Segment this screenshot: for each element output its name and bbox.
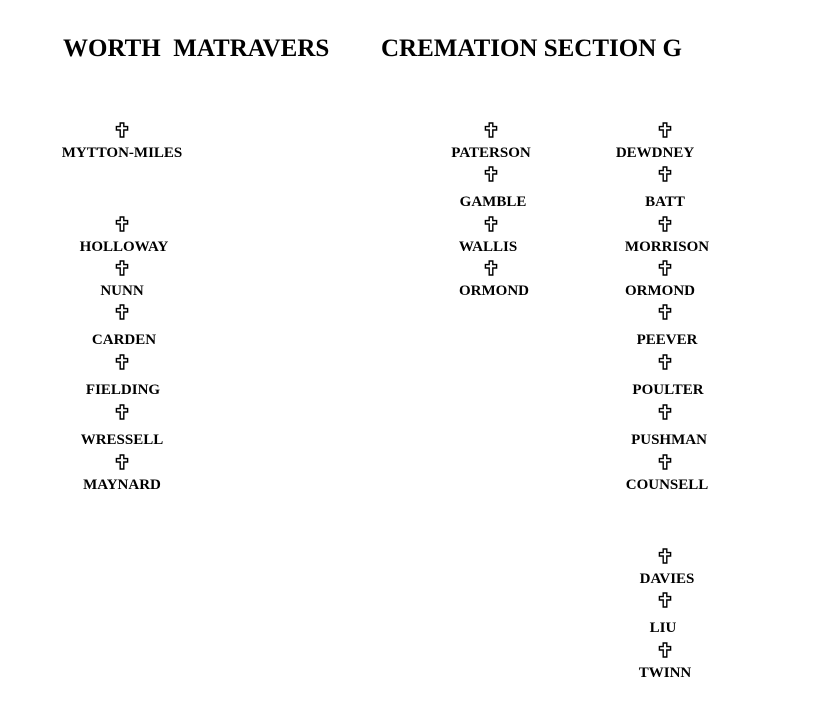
cross-icon: [657, 354, 673, 370]
cross-icon: [483, 122, 499, 138]
plot-name: PATERSON: [451, 145, 531, 161]
page-title-place: WORTH MATRAVERS: [63, 35, 330, 62]
cross-icon: [114, 216, 130, 232]
cross-icon: [657, 404, 673, 420]
plot-name: WRESSELL: [80, 432, 164, 448]
plot-name: COUNSELL: [625, 477, 709, 493]
cross-icon: [657, 642, 673, 658]
plot-name: PUSHMAN: [631, 432, 707, 448]
plot-name: DEWDNEY: [615, 145, 695, 161]
plot-name: FIELDING: [85, 382, 161, 398]
plot-name: DAVIES: [639, 571, 695, 587]
plot-name: PEEVER: [636, 332, 698, 348]
cross-icon: [657, 592, 673, 608]
cross-icon: [657, 122, 673, 138]
plot-name: GAMBLE: [459, 194, 527, 210]
plot-name: HOLLOWAY: [79, 239, 169, 255]
cross-icon: [114, 354, 130, 370]
cross-icon: [114, 454, 130, 470]
cross-icon: [114, 260, 130, 276]
cross-icon: [114, 304, 130, 320]
plot-name: TWINN: [638, 665, 692, 681]
plot-name: WALLIS: [458, 239, 518, 255]
plot-name: ORMOND: [625, 283, 695, 299]
cross-icon: [657, 548, 673, 564]
plot-name: MYTTON-MILES: [61, 145, 183, 161]
cross-icon: [114, 404, 130, 420]
cross-icon: [657, 304, 673, 320]
cross-icon: [114, 122, 130, 138]
plot-name: BATT: [645, 194, 685, 210]
plot-name: POULTER: [632, 382, 704, 398]
plot-name: MAYNARD: [83, 477, 161, 493]
plot-name: ORMOND: [459, 283, 529, 299]
plot-name: NUNN: [100, 283, 144, 299]
cross-icon: [483, 260, 499, 276]
plot-name: MORRISON: [624, 239, 710, 255]
plot-name: LIU: [649, 620, 677, 636]
cross-icon: [657, 260, 673, 276]
cross-icon: [657, 454, 673, 470]
cross-icon: [483, 166, 499, 182]
plot-name: CARDEN: [91, 332, 157, 348]
cross-icon: [483, 216, 499, 232]
cross-icon: [657, 216, 673, 232]
cross-icon: [657, 166, 673, 182]
page-title-section: CREMATION SECTION G: [381, 35, 682, 62]
